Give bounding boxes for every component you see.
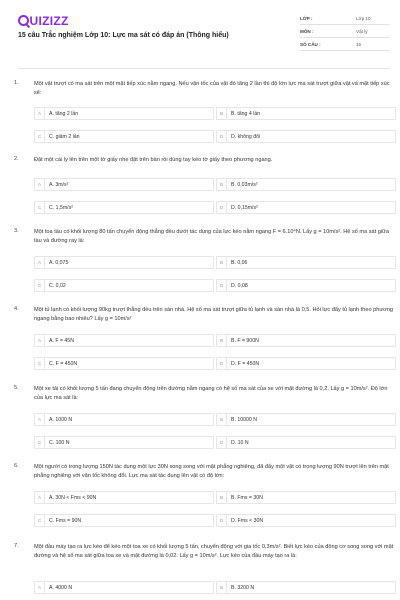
option-text: D. 0,08 bbox=[231, 282, 248, 289]
option-b[interactable] bbox=[216, 178, 396, 191]
meta-value: Vật lý bbox=[356, 28, 368, 34]
option-c[interactable] bbox=[34, 436, 214, 449]
option-letter: C bbox=[35, 202, 45, 213]
meta-table bbox=[300, 12, 390, 51]
option-a[interactable] bbox=[34, 107, 214, 120]
header-divider bbox=[18, 68, 390, 69]
option-b[interactable] bbox=[216, 491, 396, 504]
option-text: B. 0,03m/s² bbox=[231, 181, 258, 188]
option-letter: C bbox=[35, 437, 45, 448]
option-b[interactable] bbox=[216, 334, 396, 347]
option-letter: B bbox=[217, 179, 227, 190]
option-text: A. 0,075 bbox=[49, 259, 69, 266]
quizizz-logo bbox=[18, 14, 69, 28]
question-text: Một vật trượt có ma sát trên một mặt tiếp xúc nằm ngang. Nếu vận tốc của vật đó tăng 2 lần thì độ lớn lực ma sát trượt giữa vật và mặt tiếp xúc sẽ: bbox=[34, 81, 390, 96]
option-c[interactable] bbox=[34, 279, 214, 292]
meta-key: SỐ CÂU : bbox=[300, 41, 321, 47]
option-letter: C bbox=[35, 131, 45, 142]
question-number: 7. bbox=[14, 543, 19, 549]
meta-row-count bbox=[300, 38, 390, 51]
question-text: Một đầu máy tạo ra lực kéo để kéo một toa xe có khối lượng 5 tấn, chuyển động với gia tốc 0,3m/s². Biết lực kéo của động cơ song song với mặt đường và hệ số ma sát giữa toa xe và mặt đường là 0,02. Lấy g = 10m/s². Lực kéo của đầu máy tạo ra là: bbox=[34, 544, 394, 559]
option-b[interactable] bbox=[216, 256, 396, 269]
option-letter: A bbox=[35, 414, 45, 425]
logo-q-icon bbox=[18, 15, 29, 26]
option-d[interactable] bbox=[216, 130, 396, 143]
meta-key: MÔN : bbox=[300, 28, 314, 34]
option-letter: A bbox=[35, 335, 45, 346]
option-c[interactable] bbox=[34, 514, 214, 527]
option-letter: C bbox=[35, 515, 45, 526]
option-letter: B bbox=[217, 335, 227, 346]
question-number: 4. bbox=[14, 306, 19, 312]
option-a[interactable] bbox=[34, 256, 214, 269]
question-number: 1. bbox=[14, 80, 19, 86]
option-letter: B bbox=[217, 492, 227, 503]
page-header bbox=[0, 0, 400, 66]
option-letter: A bbox=[35, 582, 45, 593]
option-text: D. không đổi bbox=[231, 133, 261, 140]
option-text: C. Fms = 90N bbox=[49, 517, 82, 524]
option-text: B. 0,06 bbox=[231, 259, 248, 266]
option-d[interactable] bbox=[216, 514, 396, 527]
option-text: D. 10 N bbox=[231, 439, 249, 446]
option-letter: B bbox=[217, 257, 227, 268]
option-b[interactable] bbox=[216, 413, 396, 426]
option-d[interactable] bbox=[216, 357, 396, 370]
option-text: D. F = 450N bbox=[231, 360, 260, 367]
document-title: 15 câu Trắc nghiệm Lớp 10: Lực ma sát có đáp án (Thông hiểu) bbox=[18, 32, 229, 39]
option-letter: B bbox=[217, 582, 227, 593]
option-letter: D bbox=[217, 131, 227, 142]
option-text: A. 30N < Fms < 90N bbox=[49, 494, 97, 501]
option-letter: C bbox=[35, 358, 45, 369]
option-letter: A bbox=[35, 108, 45, 119]
option-a[interactable] bbox=[34, 413, 214, 426]
meta-value: 15 bbox=[356, 41, 362, 47]
option-c[interactable] bbox=[34, 201, 214, 214]
question-text: Một tủ lạnh có khối lượng 90kg trượt thẳng đều trên sàn nhà. Hệ số ma sát trượt giữa tủ lạnh và sàn nhà là 0,5. Hỏi lực đẩy tủ lạnh theo phương ngang bằng bao nhiêu? Lấy g = 10m/s² bbox=[34, 307, 393, 322]
option-text: A. 4000 N bbox=[49, 584, 73, 591]
option-a[interactable] bbox=[34, 334, 214, 347]
option-text: A. tăng 2 lần bbox=[49, 110, 79, 117]
option-letter: D bbox=[217, 280, 227, 291]
option-letter: C bbox=[35, 280, 45, 291]
question-text: Đặt một cái ly lên trên một tờ giấy nhẹ đặt trên bàn rồi dùng tay kéo tờ giấy theo phương ngang. bbox=[34, 157, 273, 163]
option-d[interactable] bbox=[216, 279, 396, 292]
option-text: B. 3200 N bbox=[231, 584, 255, 591]
option-text: C. giảm 2 lần bbox=[49, 133, 80, 140]
meta-row-class bbox=[300, 12, 390, 25]
option-letter: B bbox=[217, 108, 227, 119]
option-c[interactable] bbox=[34, 357, 214, 370]
option-text: A. 3m/s² bbox=[49, 181, 69, 188]
option-letter: A bbox=[35, 492, 45, 503]
option-letter: B bbox=[217, 414, 227, 425]
question-text: Một xe tải có khối lượng 5 tấn đang chuyển động trên đường nằm ngang có hệ số ma sát của xe với mặt đường là 0,2. Lấy g = 10m/s². Độ lớn của lực ma sát là: bbox=[34, 386, 388, 401]
option-text: B. Fms = 30N bbox=[231, 494, 263, 501]
option-text: D. Fms < 30N bbox=[231, 517, 264, 524]
option-letter: D bbox=[217, 515, 227, 526]
meta-key: LỚP : bbox=[300, 15, 313, 21]
option-letter: A bbox=[35, 257, 45, 268]
option-a[interactable] bbox=[34, 491, 214, 504]
option-text: B. 10000 N bbox=[231, 416, 257, 423]
option-text: A. 1000 N bbox=[49, 416, 73, 423]
question-number: 5. bbox=[14, 385, 19, 391]
meta-value: Lớp 10 bbox=[356, 15, 371, 21]
meta-row-subject bbox=[300, 25, 390, 38]
logo-text: UIZIZZ bbox=[29, 14, 69, 28]
option-text: B. tăng 4 lần bbox=[231, 110, 261, 117]
question-text: Một người có trọng lượng 150N tác dụng một lực 30N song song với mặt phẳng nghiêng, đã đẩy một vật có trọng lượng 90N trượt lên trên mặt phẳng nghiêng với vận tốc không đổi. Lực ma sát tác dụng lên vật có độ lớn: bbox=[34, 464, 389, 479]
option-text: C. 1,5m/s² bbox=[49, 204, 73, 211]
option-text: C. F = 450N bbox=[49, 360, 78, 367]
option-d[interactable] bbox=[216, 436, 396, 449]
option-b[interactable] bbox=[216, 107, 396, 120]
option-text: D. 0,15m/s² bbox=[231, 204, 258, 211]
option-letter: D bbox=[217, 437, 227, 448]
option-letter: D bbox=[217, 202, 227, 213]
option-letter: D bbox=[217, 358, 227, 369]
option-a[interactable] bbox=[34, 581, 214, 594]
question-number: 2. bbox=[14, 156, 19, 162]
option-letter: A bbox=[35, 179, 45, 190]
option-text: A. F = 45N bbox=[49, 337, 74, 344]
option-c[interactable] bbox=[34, 130, 214, 143]
question-number: 3. bbox=[14, 228, 19, 234]
option-a[interactable] bbox=[34, 178, 214, 191]
option-d[interactable] bbox=[216, 201, 396, 214]
question-text: Một toa tàu có khối lượng 80 tấn chuyển động thẳng đều dưới tác dụng của lực kéo nằm ngang F = 6.10⁴N. Lấy g = 10m/s². Hệ số ma sát giữa tàu và đường ray là: bbox=[34, 229, 389, 244]
option-text: B. F = 900N bbox=[231, 337, 259, 344]
option-text: C. 0,02 bbox=[49, 282, 66, 289]
option-text: C. 100 N bbox=[49, 439, 70, 446]
question-number: 6. bbox=[14, 463, 19, 469]
option-b[interactable] bbox=[216, 581, 396, 594]
